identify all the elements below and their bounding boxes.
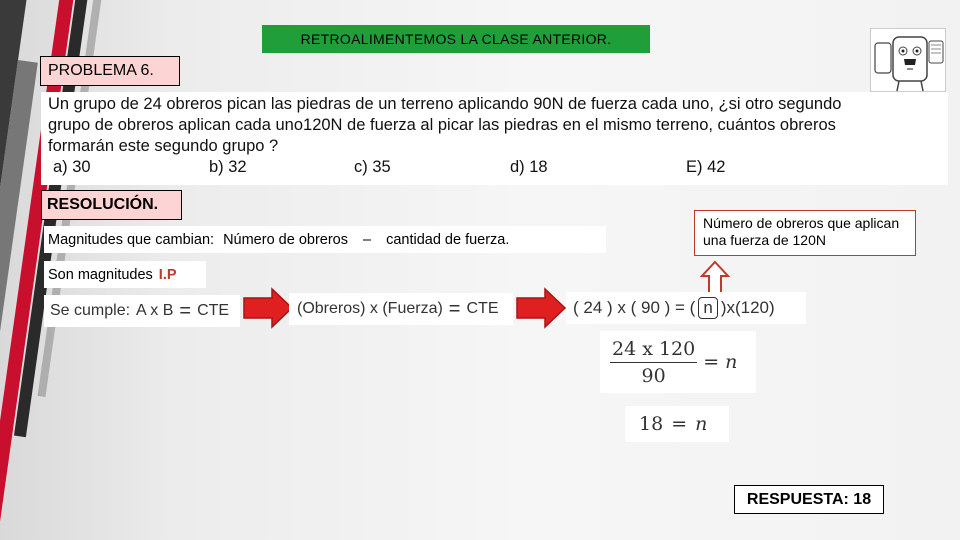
option-a: a) 30 — [53, 158, 91, 176]
fraction — [610, 338, 697, 387]
rule-rhs: CTE — [197, 302, 230, 319]
formula-rhs: CTE — [466, 300, 499, 317]
problem-text-line: grupo de obreros aplican cada uno120N de fuerza al picar las piedras en el mismo terreno, cuántos obreros — [48, 116, 836, 134]
magnitude-workers: Número de obreros — [223, 231, 348, 248]
problem-text-line: Un grupo de 24 obreros pican las piedras de un terreno aplicando 90N de fuerza cada uno, ¿si otro segundo — [48, 95, 842, 113]
option-b: b) 32 — [209, 158, 247, 176]
dash-separator: – — [362, 231, 372, 248]
problem-label: PROBLEMA 6. — [40, 56, 180, 86]
rule-expression: A x B — [136, 302, 174, 319]
ip-value: I.P — [158, 266, 177, 283]
mascot-illustration — [870, 28, 946, 92]
option-c: c) 35 — [354, 158, 391, 176]
equals-sign: = — [703, 351, 720, 373]
result-value: 18 — [639, 413, 664, 435]
fraction-equation — [600, 331, 756, 393]
answer-options — [48, 157, 941, 179]
magnitudes-line — [44, 226, 606, 253]
rule-statement — [44, 295, 240, 327]
right-arrow-icon — [515, 287, 567, 329]
unknown-n: n — [698, 297, 717, 319]
formula-substitution — [566, 292, 806, 324]
resolution-label: RESOLUCIÓN. — [41, 190, 182, 220]
formula-right: )x(120) — [720, 298, 775, 317]
fraction-numerator: 24 x 120 — [610, 338, 697, 363]
option-d: d) 18 — [510, 158, 548, 176]
equals-sign: = — [179, 299, 192, 322]
answer-box: RESPUESTA: 18 — [734, 485, 884, 514]
magnitudes-intro: Magnitudes que cambian: — [48, 231, 215, 248]
ip-text: Son magnitudes — [48, 266, 153, 283]
variable-n: n — [695, 413, 708, 435]
formula-lhs: (Obreros) x (Fuerza) — [297, 300, 443, 317]
option-e: E) 42 — [686, 158, 726, 176]
slide-title: RETROALIMENTEMOS LA CLASE ANTERIOR. — [262, 25, 650, 53]
equals-sign: = — [671, 413, 688, 435]
magnitude-force: cantidad de fuerza. — [386, 231, 510, 248]
formula-left: ( 24 ) x ( 90 ) = ( — [573, 298, 696, 317]
result-equation — [625, 406, 729, 442]
problem-text-line: formarán este segundo grupo ? — [48, 137, 279, 155]
callout-note: Número de obreros que aplican una fuerza de 120N — [694, 210, 916, 256]
formula-workers-force — [289, 293, 513, 325]
right-arrow-icon — [242, 287, 294, 329]
variable-n: n — [725, 351, 738, 373]
ip-statement — [44, 261, 206, 288]
rule-label: Se cumple: — [50, 302, 131, 319]
problem-statement — [41, 92, 948, 185]
fraction-denominator: 90 — [641, 364, 666, 387]
up-arrow-icon — [700, 260, 730, 296]
equals-sign: = — [448, 297, 461, 320]
